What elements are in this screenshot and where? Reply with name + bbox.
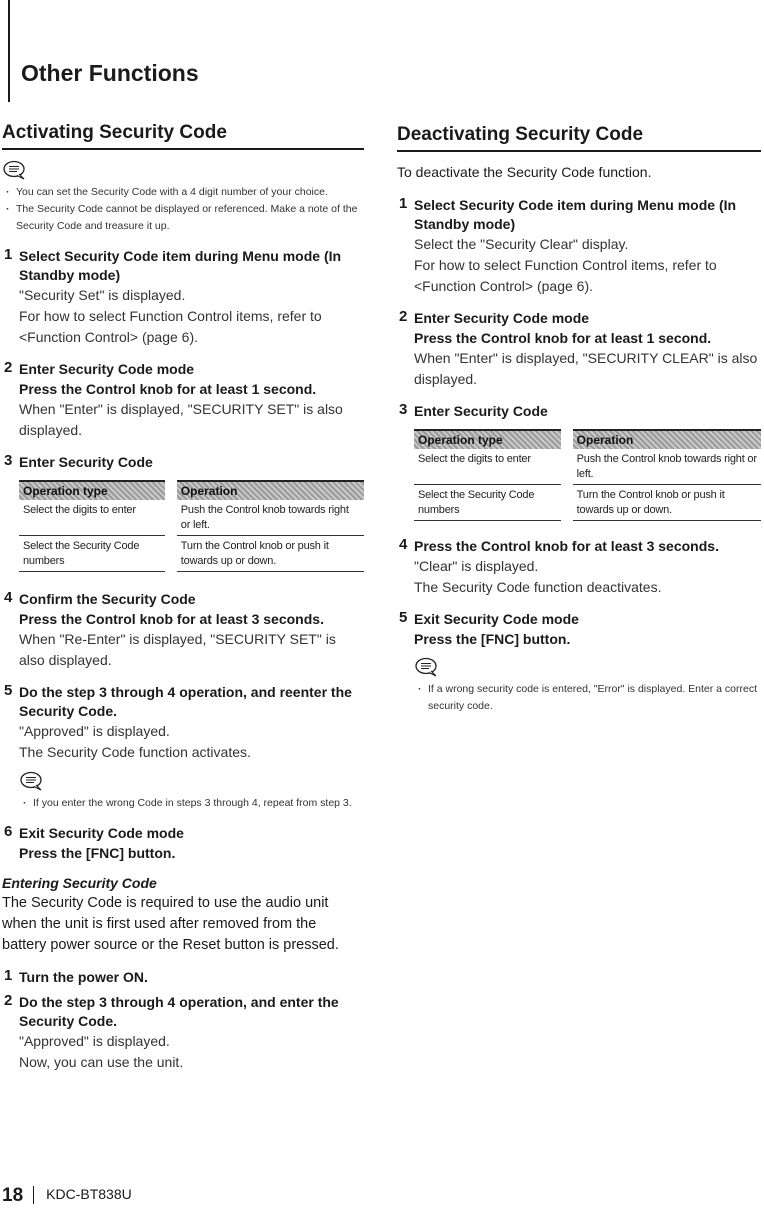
footer-divider: [33, 1186, 34, 1204]
step: [2, 590, 364, 671]
step-title: Enter Security Code: [414, 403, 548, 419]
intro-text: To deactivate the Security Code function.: [397, 164, 652, 180]
step-number: 2: [399, 308, 408, 325]
step-title: Select Security Code item during Menu mode (In Standby mode): [19, 248, 342, 283]
step-title: Enter Security Code: [19, 454, 153, 470]
step-text: "Security Set" is displayed.: [19, 287, 186, 303]
table-cell: Select the Security Code numbers: [19, 536, 171, 572]
section-title-activating: Activating Security Code: [2, 122, 364, 150]
step-number: 6: [4, 823, 13, 840]
notes-list: [414, 681, 761, 715]
table-header: Operation: [171, 481, 364, 500]
table-row: [414, 449, 761, 485]
table-row: [414, 485, 761, 521]
step-title: Select Security Code item during Menu mode (In Standby mode): [414, 197, 737, 232]
note-item: · The Security Code cannot be displayed or referenced. Make a note of the Security Code and treasure it up.: [16, 201, 364, 235]
step-number: 1: [4, 246, 13, 263]
step-title: Exit Security Code mode: [19, 825, 184, 841]
step-text: When "Enter" is displayed, "SECURITY CLEAR" is also displayed.: [414, 350, 758, 387]
step: [397, 196, 761, 297]
step: [2, 824, 364, 863]
step-number: 1: [399, 195, 408, 212]
step: [2, 360, 364, 441]
step-title: Confirm the Security Code: [19, 591, 196, 607]
step-text: For how to select Function Control items, refer to <Function Control> (page 6).: [19, 308, 322, 345]
step: [397, 537, 761, 598]
table-cell: Turn the Control knob or push it towards up or down.: [171, 536, 364, 572]
table-cell: Select the Security Code numbers: [414, 485, 567, 521]
section-title-deactivating: Deactivating Security Code: [397, 124, 761, 152]
table-header: Operation type: [19, 481, 171, 500]
step: [2, 968, 364, 987]
step-title: Do the step 3 through 4 operation, and reenter the Security Code.: [19, 684, 352, 719]
step-title: Exit Security Code mode: [414, 611, 579, 627]
table-cell: Turn the Control knob or push it towards up or down.: [567, 485, 761, 521]
step-number: 2: [4, 992, 13, 1009]
step-number: 5: [399, 609, 408, 626]
step-number: 3: [4, 452, 13, 469]
note-item: · You can set the Security Code with a 4 digit number of your choice.: [16, 184, 364, 201]
note-icon: [414, 657, 440, 677]
table-cell: Push the Control knob towards right or left.: [171, 500, 364, 536]
table-cell: Select the digits to enter: [19, 500, 171, 536]
note-item: · If a wrong security code is entered, "Error" is displayed. Enter a correct security code.: [428, 681, 761, 715]
step-text: When "Re-Enter" is displayed, "SECURITY SET" is also displayed.: [19, 631, 336, 668]
note-item: · If you enter the wrong Code in steps 3 through 4, repeat from step 3.: [33, 795, 364, 812]
table-row: [19, 500, 364, 536]
step-text: When "Enter" is displayed, "SECURITY SET" is also displayed.: [19, 401, 343, 438]
note-icon: [19, 771, 45, 791]
notes-list: [19, 795, 364, 812]
paragraph: The Security Code is required to use the audio unit when the unit is first used after removed from the battery power source or the Reset button is pressed.: [2, 895, 339, 953]
operation-table: [19, 480, 364, 572]
step-title: Enter Security Code mode: [414, 310, 590, 326]
step-number: 1: [4, 967, 13, 984]
step: [397, 309, 761, 390]
activating-section: [2, 122, 364, 1073]
table-row: [19, 536, 364, 572]
step-text: For how to select Function Control items, refer to <Function Control> (page 6).: [414, 257, 717, 294]
step: [2, 453, 364, 572]
step-action: Press the [FNC] button.: [19, 845, 176, 861]
step: [2, 993, 364, 1073]
model-name: KDC-BT838U: [46, 1186, 132, 1202]
header-rule: [8, 0, 10, 102]
step-text: The Security Code function activates.: [19, 744, 251, 760]
step-text: Select the "Security Clear" display.: [414, 236, 629, 252]
step-action: Press the [FNC] button.: [414, 631, 571, 647]
step-number: 5: [4, 682, 13, 699]
notes-list: [2, 184, 364, 235]
step-title: Press the Control knob for at least 3 seconds.: [414, 538, 719, 554]
step: [397, 402, 761, 521]
step-number: 4: [399, 536, 408, 553]
step-text: "Approved" is displayed.: [19, 723, 170, 739]
step-number: 4: [4, 589, 13, 606]
page-number: 18: [2, 1185, 24, 1206]
step-action: Press the Control knob for at least 1 second.: [414, 330, 712, 346]
step: [2, 247, 364, 348]
step-title: Turn the power ON.: [19, 969, 148, 985]
step-text: Now, you can use the unit.: [19, 1054, 184, 1070]
step-number: 3: [399, 401, 408, 418]
page-footer: [2, 1185, 132, 1207]
step-number: 2: [4, 359, 13, 376]
step-title: Do the step 3 through 4 operation, and enter the Security Code.: [19, 994, 339, 1029]
table-cell: Select the digits to enter: [414, 449, 567, 485]
table-header: Operation type: [414, 430, 567, 449]
deactivating-section: [397, 124, 761, 715]
note-icon: [2, 160, 28, 180]
step-action: Press the Control knob for at least 3 seconds.: [19, 611, 324, 627]
step-title: Enter Security Code mode: [19, 361, 195, 377]
step-text: The Security Code function deactivates.: [414, 579, 662, 595]
page-title: Other Functions: [21, 60, 199, 86]
step-action: Press the Control knob for at least 1 second.: [19, 381, 317, 397]
subsection-title: Entering Security Code: [2, 875, 157, 891]
step: [397, 610, 761, 715]
table-header: Operation: [567, 430, 761, 449]
table-cell: Push the Control knob towards right or left.: [567, 449, 761, 485]
step-text: "Approved" is displayed.: [19, 1033, 170, 1049]
step: [2, 683, 364, 812]
step-text: "Clear" is displayed.: [414, 558, 539, 574]
operation-table: [414, 429, 761, 521]
